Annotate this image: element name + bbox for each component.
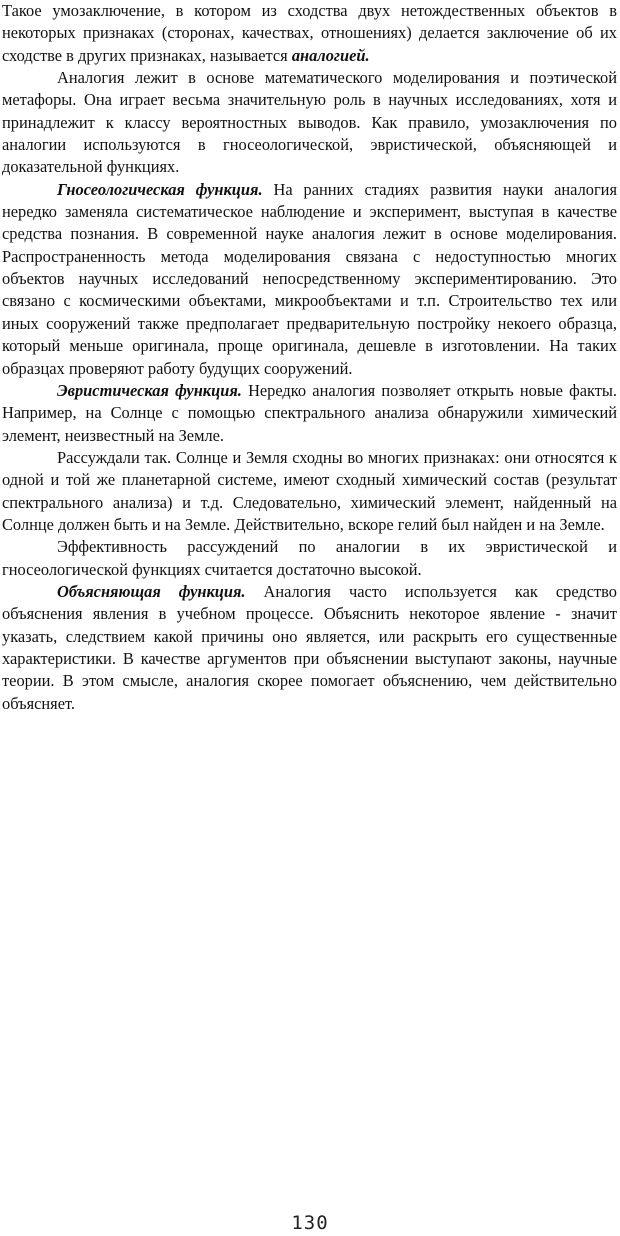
paragraph-text: Нередко аналогия позволяет открыть новые факты. Например, на Солнце с помощью спектрального анализа обнаружили химический элемент, неизвестный на Земле.	[2, 380, 617, 445]
paragraph-heuristic	[2, 380, 617, 447]
paragraph-text: Рассуждали так. Солнце и Земля сходны во многих признаках: они относятся к одной и той же планетарной системе, имеют сходный химический состав (результат спектрального анализа) и т.д. Следовательно, химический элемент, найденный на Солнце должен быть и на Земле. Действительно, вскоре гелий был найден и на Земле.	[2, 447, 617, 534]
paragraph-basis	[2, 67, 617, 179]
paragraph-lead-heading: Эвристическая функция.	[57, 380, 242, 400]
paragraph-text: Эффективность рассуждений по аналогии в их эвристической и гносеологической функциях считается достаточно высокой.	[2, 537, 617, 579]
paragraph-lead-heading: Объясняющая функция.	[57, 581, 246, 601]
paragraph-definition	[2, 0, 617, 67]
paragraph-gnoseological	[2, 179, 617, 380]
paragraph-efficiency	[2, 536, 617, 581]
paragraph-text: Такое умозаключение, в котором из сходства двух нетождественных объектов в некоторых признаках (сторонах, качествах, отношениях) делается заключение об их сходстве в других признаках, называется	[2, 1, 617, 65]
paragraph-reasoning	[2, 447, 617, 536]
paragraph-lead-heading: Гносеологическая функция.	[57, 179, 263, 199]
term-emphasis: аналогией.	[291, 45, 370, 65]
paragraph-text: На ранних стадиях развития науки аналогия нередко заменяла систематическое наблюдение и эксперимент, выступая в качестве средства познания. В современной науке аналогия лежит в основе моделирования. Распространенность метода моделирования связана с недоступностью многих объектов научных исследований непосредственному экспериментированию. Это связано с космическими объектами, микрообъектами и т.п. Строительство тех или иных сооружений также предполагает предварительную постройку некоего образца, который меньше оригинала, проще оригинала, дешевле в изготовлении. На таких образцах проверяют работу будущих сооружений.	[2, 179, 617, 378]
text-body	[2, 0, 617, 715]
paragraph-text: Аналогия часто используется как средство объяснения явления в учебном процессе. Объяснить некоторое явление - значит указать, следствием какой причины оно является, или раскрыть его существенные характеристики. В качестве аргументов при объяснении выступают законы, научные теории. В этом смысле, аналогия скорее помогает объяснению, чем действительно объясняет.	[2, 581, 617, 713]
paragraph-explanatory	[2, 581, 617, 715]
paragraph-text: Аналогия лежит в основе математического моделирования и поэтической метафоры. Она играет весьма значительную роль в научных исследованиях, хотя и принадлежит к классу вероятностных выводов. Как правило, умозаключения по аналогии используются в гносеологической, эвристической, объясняющей и доказательной функциях.	[2, 68, 617, 177]
page-number: 130	[291, 1212, 329, 1234]
